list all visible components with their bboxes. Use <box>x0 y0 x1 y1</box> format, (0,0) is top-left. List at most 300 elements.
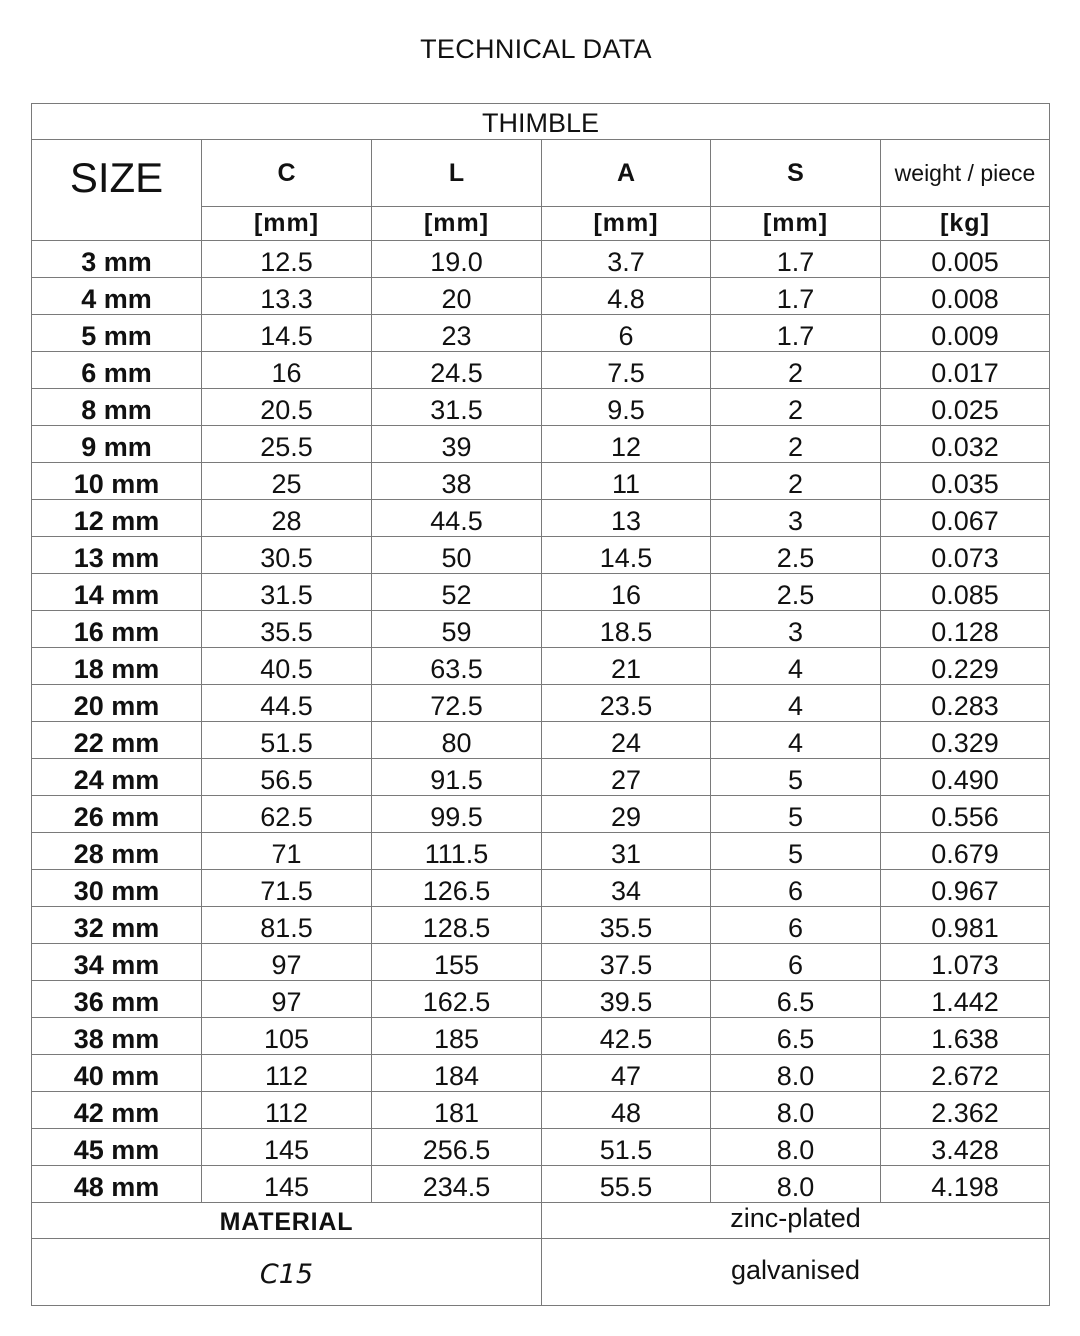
material-value-row <box>32 1239 1050 1306</box>
cell-a <box>542 685 711 722</box>
cell-value-a: 23.5 <box>599 690 653 721</box>
cell-s <box>711 1129 881 1166</box>
cell-value-c: 62.5 <box>260 801 313 832</box>
cell-value-l: 19.0 <box>430 246 483 277</box>
unit-s: [mm] <box>711 207 881 241</box>
cell-weight <box>881 389 1050 426</box>
cell-c <box>202 981 372 1018</box>
table-row <box>32 870 1050 907</box>
cell-value-weight: 0.035 <box>931 468 999 499</box>
cell-value-a: 27 <box>610 764 642 795</box>
cell-value-l: 23 <box>441 320 472 351</box>
cell-value-l: 52 <box>441 579 472 610</box>
cell-c <box>202 722 372 759</box>
size-cell <box>32 500 202 537</box>
cell-value-a: 12 <box>610 431 642 462</box>
finish-galvanised: galvanised <box>730 1254 861 1285</box>
column-header-row <box>32 140 1050 207</box>
cell-weight <box>881 500 1050 537</box>
cell-value-a: 24 <box>610 727 642 758</box>
cell-value-l: 80 <box>441 727 472 758</box>
cell-a <box>542 944 711 981</box>
cell-value-a: 47 <box>610 1060 642 1091</box>
cell-value-c: 16 <box>271 357 302 388</box>
cell-l <box>372 796 542 833</box>
cell-c <box>202 574 372 611</box>
cell-weight <box>881 278 1050 315</box>
cell-weight <box>881 241 1050 278</box>
cell-c <box>202 1166 372 1203</box>
cell-c <box>202 278 372 315</box>
cell-value-s: 4 <box>787 690 804 721</box>
size-cell <box>32 1166 202 1203</box>
cell-value-s: 5 <box>787 764 804 795</box>
cell-value-weight: 0.032 <box>931 431 999 462</box>
cell-value-s: 4 <box>787 727 804 758</box>
table-row <box>32 648 1050 685</box>
cell-value-a: 16 <box>610 579 642 610</box>
column-header-weight: weight / piece <box>881 140 1050 207</box>
cell-weight <box>881 611 1050 648</box>
cell-value-weight: 0.556 <box>931 801 999 832</box>
size-value: 42 mm <box>73 1097 160 1128</box>
cell-l <box>372 426 542 463</box>
cell-a <box>542 574 711 611</box>
cell-value-l: 162.5 <box>422 986 491 1017</box>
cell-value-weight: 1.073 <box>931 949 999 980</box>
cell-s <box>711 315 881 352</box>
size-value: 34 mm <box>73 949 160 980</box>
cell-value-weight: 0.073 <box>931 542 999 573</box>
cell-value-l: 24.5 <box>430 357 483 388</box>
cell-value-s: 2 <box>787 394 804 425</box>
size-value: 32 mm <box>73 912 160 943</box>
size-value: 20 mm <box>73 690 160 721</box>
size-value: 14 mm <box>73 579 160 610</box>
cell-value-a: 31 <box>610 838 642 869</box>
cell-c <box>202 389 372 426</box>
cell-a <box>542 611 711 648</box>
table-row <box>32 1166 1050 1203</box>
size-value: 8 mm <box>81 394 152 425</box>
table-row <box>32 463 1050 500</box>
cell-value-s: 2 <box>787 468 804 499</box>
cell-a <box>542 907 711 944</box>
cell-value-l: 99.5 <box>430 801 483 832</box>
cell-l <box>372 463 542 500</box>
cell-weight <box>881 981 1050 1018</box>
cell-c <box>202 907 372 944</box>
cell-value-weight: 0.329 <box>931 727 999 758</box>
column-header-a: A <box>542 140 711 207</box>
table-row <box>32 907 1050 944</box>
table-row <box>32 1092 1050 1129</box>
cell-value-c: 31.5 <box>260 579 313 610</box>
cell-value-c: 105 <box>263 1023 310 1054</box>
cell-a <box>542 426 711 463</box>
cell-value-s: 1.7 <box>776 246 815 277</box>
cell-weight <box>881 759 1050 796</box>
cell-value-weight: 2.362 <box>931 1097 999 1128</box>
cell-a <box>542 796 711 833</box>
cell-value-c: 112 <box>264 1097 309 1128</box>
cell-a <box>542 1018 711 1055</box>
size-value: 30 mm <box>73 875 160 906</box>
cell-a <box>542 1092 711 1129</box>
size-cell <box>32 685 202 722</box>
cell-l <box>372 241 542 278</box>
cell-value-a: 55.5 <box>599 1171 653 1202</box>
cell-value-weight: 0.008 <box>931 283 999 314</box>
cell-value-a: 37.5 <box>599 949 653 980</box>
cell-l <box>372 648 542 685</box>
size-cell <box>32 870 202 907</box>
cell-s <box>711 907 881 944</box>
cell-s <box>711 981 881 1018</box>
cell-weight <box>881 796 1050 833</box>
table-row <box>32 315 1050 352</box>
cell-weight <box>881 1166 1050 1203</box>
cell-value-weight: 0.967 <box>931 875 999 906</box>
material-value-cell <box>32 1239 542 1306</box>
cell-c <box>202 1129 372 1166</box>
cell-weight <box>881 426 1050 463</box>
cell-l <box>372 537 542 574</box>
table-row <box>32 1055 1050 1092</box>
cell-c <box>202 759 372 796</box>
size-cell <box>32 1129 202 1166</box>
cell-value-weight: 0.679 <box>931 838 999 869</box>
cell-value-a: 9.5 <box>607 394 645 425</box>
cell-weight <box>881 722 1050 759</box>
size-value: 4 mm <box>81 283 152 314</box>
cell-s <box>711 241 881 278</box>
cell-l <box>372 1018 542 1055</box>
cell-value-weight: 0.128 <box>931 616 999 647</box>
technical-data-table <box>31 103 1050 1306</box>
cell-value-c: 71 <box>271 838 302 869</box>
cell-value-weight: 2.672 <box>931 1060 999 1091</box>
cell-value-s: 6 <box>787 949 804 980</box>
cell-value-l: 91.5 <box>430 764 483 795</box>
cell-c <box>202 241 372 278</box>
cell-l <box>372 870 542 907</box>
finish-zinc-plated: zinc-plated <box>730 1203 861 1233</box>
cell-value-weight: 1.442 <box>931 986 999 1017</box>
size-cell <box>32 944 202 981</box>
size-cell <box>32 1092 202 1129</box>
cell-l <box>372 352 542 389</box>
cell-s <box>711 759 881 796</box>
size-cell <box>32 648 202 685</box>
cell-a <box>542 500 711 537</box>
cell-value-s: 8.0 <box>776 1097 815 1128</box>
cell-value-weight: 0.017 <box>931 357 999 388</box>
cell-c <box>202 352 372 389</box>
cell-value-s: 2 <box>787 357 804 388</box>
cell-value-weight: 1.638 <box>931 1023 999 1054</box>
cell-l <box>372 1092 542 1129</box>
cell-value-c: 112 <box>264 1060 309 1091</box>
size-cell <box>32 315 202 352</box>
cell-value-a: 3.7 <box>607 246 645 277</box>
cell-value-weight: 3.428 <box>931 1134 999 1165</box>
cell-value-l: 50 <box>441 542 472 573</box>
cell-value-s: 8.0 <box>776 1171 815 1202</box>
size-value: 18 mm <box>73 653 160 684</box>
cell-value-c: 28 <box>271 505 302 536</box>
cell-value-s: 2 <box>787 431 804 462</box>
table-row <box>32 389 1050 426</box>
cell-weight <box>881 574 1050 611</box>
cell-value-weight: 0.009 <box>931 320 999 351</box>
table-row <box>32 426 1050 463</box>
size-cell <box>32 796 202 833</box>
unit-c: [mm] <box>202 207 372 241</box>
cell-weight <box>881 907 1050 944</box>
cell-weight <box>881 833 1050 870</box>
cell-value-s: 6.5 <box>776 1023 815 1054</box>
cell-l <box>372 1129 542 1166</box>
size-cell <box>32 463 202 500</box>
cell-value-c: 81.5 <box>260 912 313 943</box>
cell-weight <box>881 648 1050 685</box>
cell-value-weight: 0.085 <box>931 579 999 610</box>
material-label: MATERIAL <box>219 1208 354 1236</box>
table-row <box>32 352 1050 389</box>
size-cell <box>32 574 202 611</box>
cell-value-a: 29 <box>610 801 642 832</box>
cell-value-weight: 4.198 <box>931 1171 999 1202</box>
cell-value-l: 20 <box>441 283 472 314</box>
cell-s <box>711 1166 881 1203</box>
size-cell <box>32 1018 202 1055</box>
size-value: 13 mm <box>73 542 160 573</box>
table-row <box>32 796 1050 833</box>
cell-s <box>711 389 881 426</box>
cell-a <box>542 389 711 426</box>
cell-value-weight: 0.005 <box>931 246 999 277</box>
cell-value-c: 44.5 <box>260 690 313 721</box>
cell-a <box>542 759 711 796</box>
cell-a <box>542 722 711 759</box>
cell-c <box>202 426 372 463</box>
column-header-s: S <box>711 140 881 207</box>
size-cell <box>32 722 202 759</box>
table-row <box>32 944 1050 981</box>
cell-value-l: 155 <box>433 949 480 980</box>
table-row <box>32 537 1050 574</box>
cell-weight <box>881 1018 1050 1055</box>
cell-value-s: 2.5 <box>776 542 815 573</box>
cell-value-l: 39 <box>441 431 472 462</box>
cell-c <box>202 833 372 870</box>
size-value: 36 mm <box>73 986 160 1017</box>
product-title: THIMBLE <box>481 108 600 138</box>
cell-s <box>711 1018 881 1055</box>
cell-s <box>711 426 881 463</box>
cell-weight <box>881 537 1050 574</box>
cell-value-weight: 0.283 <box>931 690 999 721</box>
cell-value-a: 39.5 <box>599 986 653 1017</box>
size-cell <box>32 241 202 278</box>
cell-c <box>202 500 372 537</box>
cell-value-a: 48 <box>610 1097 642 1128</box>
product-title-row <box>32 104 1050 140</box>
cell-l <box>372 759 542 796</box>
cell-value-c: 12.5 <box>260 246 313 277</box>
cell-a <box>542 315 711 352</box>
cell-value-c: 145 <box>263 1134 310 1165</box>
table-row <box>32 685 1050 722</box>
cell-value-s: 5 <box>787 801 804 832</box>
size-value: 3 mm <box>81 246 152 277</box>
cell-value-s: 8.0 <box>776 1060 815 1091</box>
cell-weight <box>881 685 1050 722</box>
table-row <box>32 611 1050 648</box>
cell-value-weight: 0.067 <box>931 505 999 536</box>
cell-a <box>542 870 711 907</box>
cell-value-l: 59 <box>441 616 472 647</box>
cell-value-c: 40.5 <box>260 653 313 684</box>
cell-s <box>711 833 881 870</box>
cell-value-l: 234.5 <box>422 1171 491 1202</box>
cell-a <box>542 833 711 870</box>
cell-value-l: 44.5 <box>430 505 483 536</box>
cell-a <box>542 537 711 574</box>
cell-a <box>542 463 711 500</box>
cell-weight <box>881 870 1050 907</box>
unit-weight: [kg] <box>881 207 1050 241</box>
material-label-cell <box>32 1203 542 1239</box>
cell-l <box>372 278 542 315</box>
cell-value-l: 181 <box>433 1097 480 1128</box>
cell-value-a: 6 <box>618 320 634 351</box>
cell-s <box>711 685 881 722</box>
cell-value-c: 25 <box>271 468 302 499</box>
size-cell <box>32 352 202 389</box>
size-cell <box>32 759 202 796</box>
size-cell <box>32 611 202 648</box>
cell-l <box>372 574 542 611</box>
cell-a <box>542 1129 711 1166</box>
cell-c <box>202 796 372 833</box>
table-row <box>32 574 1050 611</box>
cell-value-c: 14.5 <box>260 320 313 351</box>
cell-value-a: 35.5 <box>599 912 653 943</box>
cell-value-s: 3 <box>787 616 804 647</box>
cell-value-a: 7.5 <box>607 357 645 388</box>
cell-l <box>372 611 542 648</box>
cell-c <box>202 611 372 648</box>
size-value: 6 mm <box>81 357 152 388</box>
column-header-l: L <box>372 140 542 207</box>
size-value: 48 mm <box>73 1171 160 1202</box>
table-row <box>32 759 1050 796</box>
cell-c <box>202 870 372 907</box>
size-cell <box>32 537 202 574</box>
product-title-cell <box>32 104 1050 140</box>
size-value: 38 mm <box>73 1023 160 1054</box>
table-row <box>32 278 1050 315</box>
cell-value-s: 4 <box>787 653 804 684</box>
cell-l <box>372 833 542 870</box>
cell-a <box>542 1166 711 1203</box>
size-value: 24 mm <box>73 764 160 795</box>
cell-value-c: 30.5 <box>260 542 313 573</box>
cell-weight <box>881 315 1050 352</box>
cell-c <box>202 1018 372 1055</box>
cell-s <box>711 611 881 648</box>
cell-l <box>372 981 542 1018</box>
cell-value-c: 20.5 <box>260 394 313 425</box>
cell-l <box>372 722 542 759</box>
cell-l <box>372 907 542 944</box>
column-header-c: C <box>202 140 372 207</box>
size-cell <box>32 907 202 944</box>
cell-value-a: 13 <box>610 505 642 536</box>
cell-s <box>711 722 881 759</box>
finish-cell <box>542 1239 1050 1306</box>
cell-value-c: 97 <box>271 949 302 980</box>
size-value: 45 mm <box>73 1134 160 1165</box>
cell-value-c: 145 <box>263 1171 310 1202</box>
cell-c <box>202 1092 372 1129</box>
cell-a <box>542 1055 711 1092</box>
cell-weight <box>881 463 1050 500</box>
size-cell <box>32 278 202 315</box>
table-row <box>32 722 1050 759</box>
cell-value-a: 14.5 <box>599 542 653 573</box>
cell-value-l: 128.5 <box>422 912 491 943</box>
size-value: 16 mm <box>73 616 160 647</box>
cell-a <box>542 648 711 685</box>
cell-value-c: 25.5 <box>260 431 313 462</box>
cell-value-a: 21 <box>610 653 642 684</box>
cell-value-l: 126.5 <box>422 875 491 906</box>
page-title: TECHNICAL DATA <box>420 34 652 64</box>
cell-value-c: 35.5 <box>260 616 313 647</box>
table-row <box>32 1129 1050 1166</box>
cell-value-l: 31.5 <box>430 394 483 425</box>
size-value: 22 mm <box>73 727 160 758</box>
unit-a: [mm] <box>542 207 711 241</box>
cell-value-weight: 0.025 <box>931 394 999 425</box>
cell-value-l: 38 <box>441 468 472 499</box>
cell-s <box>711 1055 881 1092</box>
cell-l <box>372 389 542 426</box>
size-value: 5 mm <box>81 320 152 351</box>
size-value: 40 mm <box>73 1060 160 1091</box>
cell-value-c: 13.3 <box>260 283 313 314</box>
table-row <box>32 833 1050 870</box>
cell-c <box>202 537 372 574</box>
cell-a <box>542 352 711 389</box>
cell-s <box>711 500 881 537</box>
cell-s <box>711 463 881 500</box>
cell-value-c: 51.5 <box>260 727 313 758</box>
cell-value-l: 111.5 <box>424 838 489 869</box>
cell-value-s: 1.7 <box>776 283 815 314</box>
cell-weight <box>881 1055 1050 1092</box>
cell-l <box>372 685 542 722</box>
size-header: SIZE <box>69 154 164 201</box>
cell-c <box>202 315 372 352</box>
cell-value-weight: 0.229 <box>931 653 999 684</box>
cell-value-c: 71.5 <box>260 875 313 906</box>
size-cell <box>32 426 202 463</box>
unit-l: [mm] <box>372 207 542 241</box>
